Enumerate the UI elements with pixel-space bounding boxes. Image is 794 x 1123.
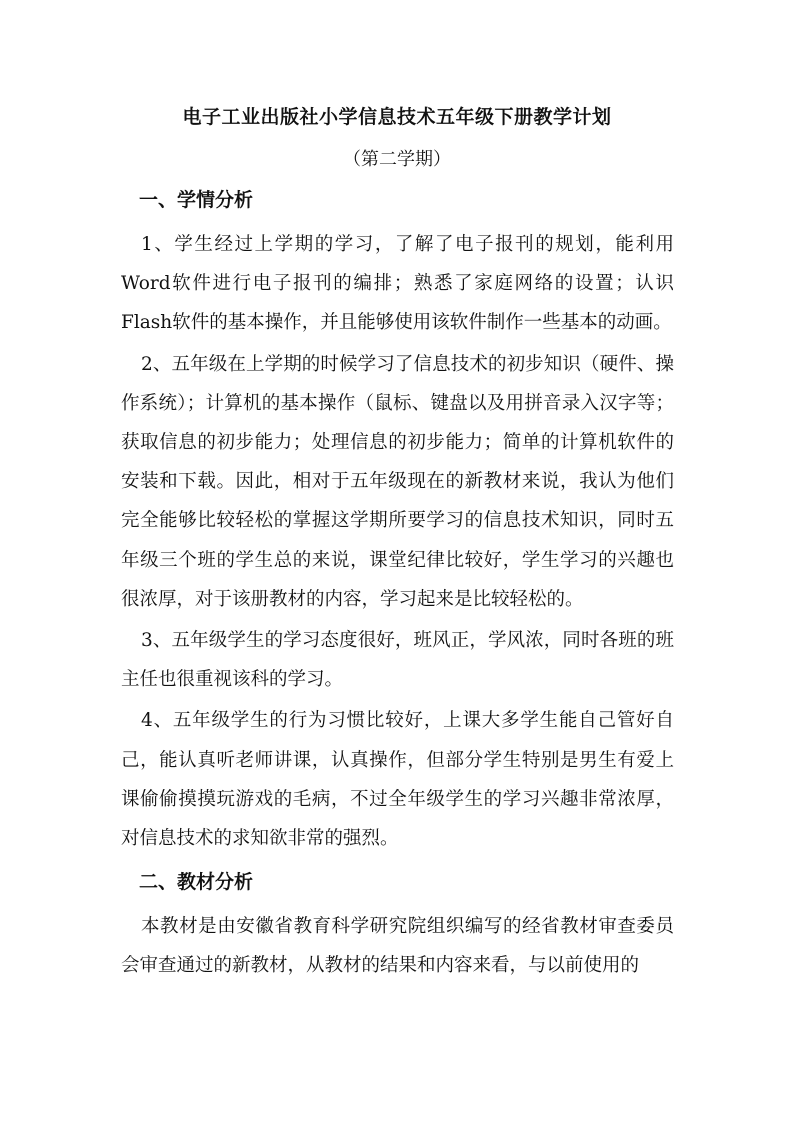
paragraph: 1、学生经过上学期的学习，了解了电子报刊的规划，能利用Word软件进行电子报刊的编排；熟悉了家庭网络的设置；认识Flash软件的基本操作，并且能够使用该软件制作一些基本的动画。 bbox=[121, 234, 674, 334]
paragraph: 本教材是由安徽省教育科学研究院组织编写的经省教材审查委员会审查通过的新教材，从教材的结果和内容来看，与以前使用的 bbox=[121, 916, 674, 977]
paragraph: 4、五年级学生的行为习惯比较好，上课大多学生能自己管好自己，能认真听老师讲课，认真操作，但部分学生特别是男生有爱上课偷偷摸摸玩游戏的毛病，不过全年级学生的学习兴趣非常浓厚，对信息技术的求知欲非常的强烈。 bbox=[121, 710, 674, 850]
document-subtitle: （第二学期） bbox=[343, 149, 451, 170]
paragraph: 3、五年级学生的学习态度很好，班风正，学风浓，同时各班的班主任也很重视该科的学习。 bbox=[121, 630, 674, 691]
document-body bbox=[121, 186, 674, 988]
section-heading-learning-analysis: 一、学情分析 bbox=[139, 189, 254, 211]
section-heading-textbook-analysis: 二、教材分析 bbox=[139, 871, 254, 894]
document-title: 电子工业出版社小学信息技术五年级下册教学计划 bbox=[182, 106, 612, 128]
paragraph: 2、五年级在上学期的时候学习了信息技术的初步知识（硬件、操作系统）；计算机的基本操作（鼠标、键盘以及用拼音录入汉字等；获取信息的初步能力；处理信息的初步能力；简单的计算机软件的安装和下载。因此，相对于五年级现在的新教材来说，我认为他们完全能够比较轻松的掌握这学期所要学习的信息技术知识，同时五年级三个班的学生总的来说，课堂纪律比较好，学生学习的兴趣也很浓厚，对于该册教材的内容，学习起来是比较轻松的。 bbox=[121, 353, 674, 610]
